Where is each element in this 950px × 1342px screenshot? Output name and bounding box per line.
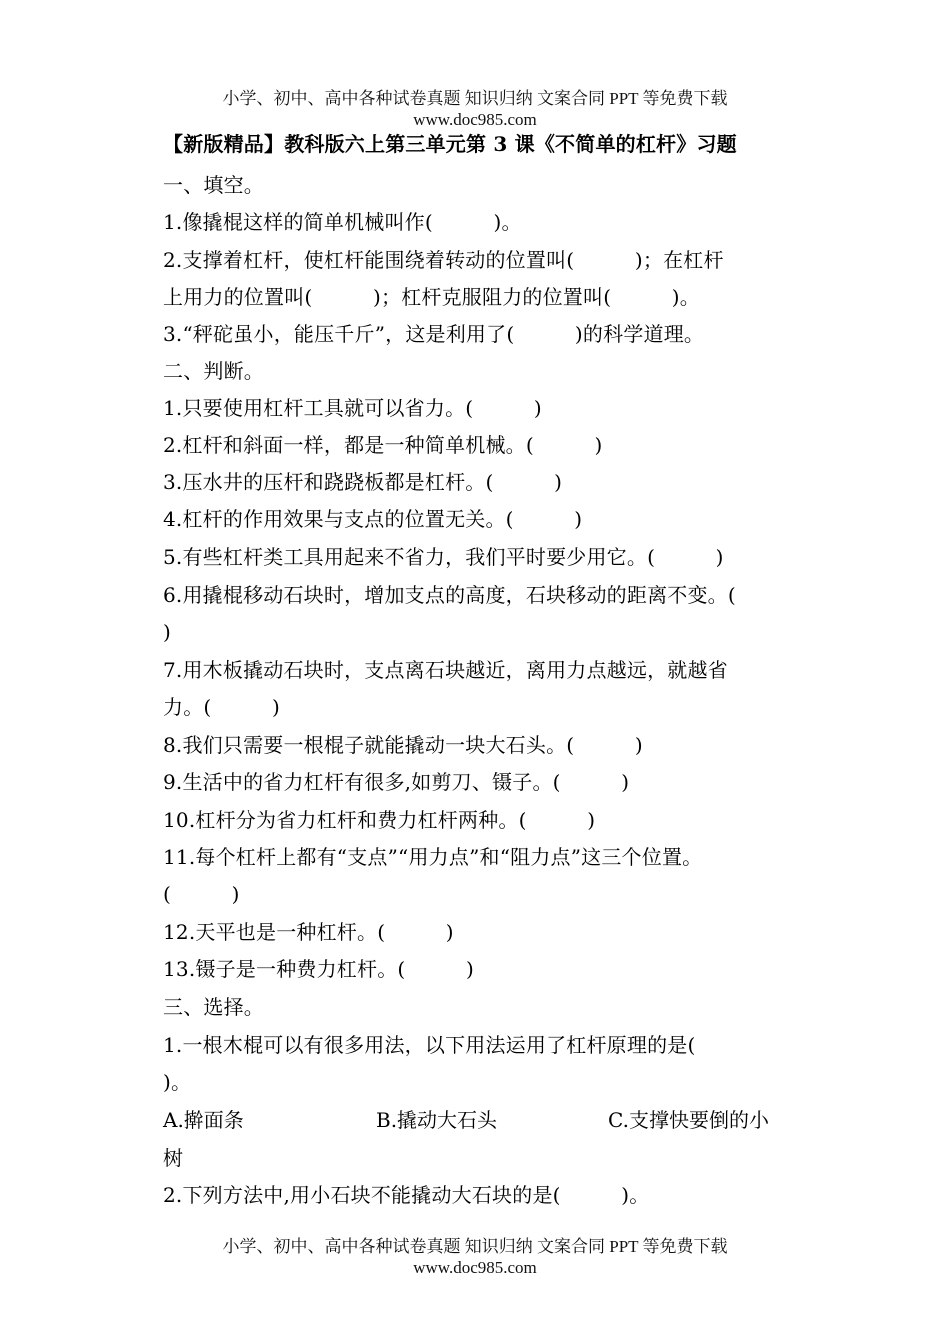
footer-text: 小学、初中、高中各种试卷真题 知识归纳 文案合同 PPT 等免费下载 [222,1237,728,1256]
question-text: 7.用木板撬动石块时，支点离石块越近，离用力点越远，就越省 [163,658,728,682]
question-text: 2.支撑着杠杆，使杠杆能围绕着转动的位置叫( )；在杠杆 [163,248,724,272]
question-text: 9.生活中的省力杠杆有很多,如剪刀、镊子。( ) [163,770,630,794]
option-c-continued: 树 [163,1146,184,1170]
question-text: 2.杠杆和斜面一样，都是一种简单机械。( ) [163,433,603,457]
question-text: 12.天平也是一种杠杆。( ) [163,920,454,944]
option-b: B.撬动大石头 [376,1108,498,1132]
question-text: 1.像撬棍这样的简单机械叫作( )。 [163,210,522,234]
question-text: 上用力的位置叫( )；杠杆克服阻力的位置叫( )。 [163,285,701,309]
question-text: 5.有些杠杆类工具用起来不省力，我们平时要少用它。( ) [163,545,724,569]
section-heading-choice: 三、选择。 [163,995,264,1019]
question-text: 1.只要使用杠杆工具就可以省力。( ) [163,396,542,420]
question-text: 力。( ) [163,695,281,719]
question-text: ) [163,620,172,644]
question-text: )。 [163,1070,192,1094]
page-footer [0,1236,950,1278]
section-heading-judge: 二、判断。 [163,359,264,383]
question-text: 3.压水井的压杆和跷跷板都是杠杆。( ) [163,470,563,494]
question-text: 8.我们只需要一根棍子就能撬动一块大石头。( ) [163,733,643,757]
question-text: ( ) [163,882,240,906]
question-text: 11.每个杠杆上都有“支点”“用力点”和“阻力点”这三个位置。 [163,845,703,869]
option-a: A.擀面条 [163,1108,244,1132]
section-heading-fill-blank: 一、填空。 [163,173,264,197]
question-text: 1.一根木棍可以有很多用法，以下用法运用了杠杆原理的是( [163,1033,696,1057]
footer-url: www.doc985.com [413,1258,537,1277]
question-text: 4.杠杆的作用效果与支点的位置无关。( ) [163,507,583,531]
question-text: 10.杠杆分为省力杠杆和费力杠杆两种。( ) [163,808,596,832]
option-c: C.支撑快要倒的小 [608,1108,769,1132]
question-text: 3.“秤砣虽小，能压千斤”，这是利用了( )的科学道理。 [163,322,705,346]
worksheet-title: 【新版精品】教科版六上第三单元第 3 课《不简单的杠杆》习题 [163,132,737,156]
page-header [0,88,950,130]
question-text: 13.镊子是一种费力杠杆。( ) [163,957,475,981]
question-text: 2.下列方法中,用小石块不能撬动大石块的是( )。 [163,1183,650,1207]
question-text: 6.用撬棍移动石块时，增加支点的高度，石块移动的距离不变。( [163,583,736,607]
header-text: 小学、初中、高中各种试卷真题 知识归纳 文案合同 PPT 等免费下载 [222,89,728,108]
header-url: www.doc985.com [413,110,537,129]
